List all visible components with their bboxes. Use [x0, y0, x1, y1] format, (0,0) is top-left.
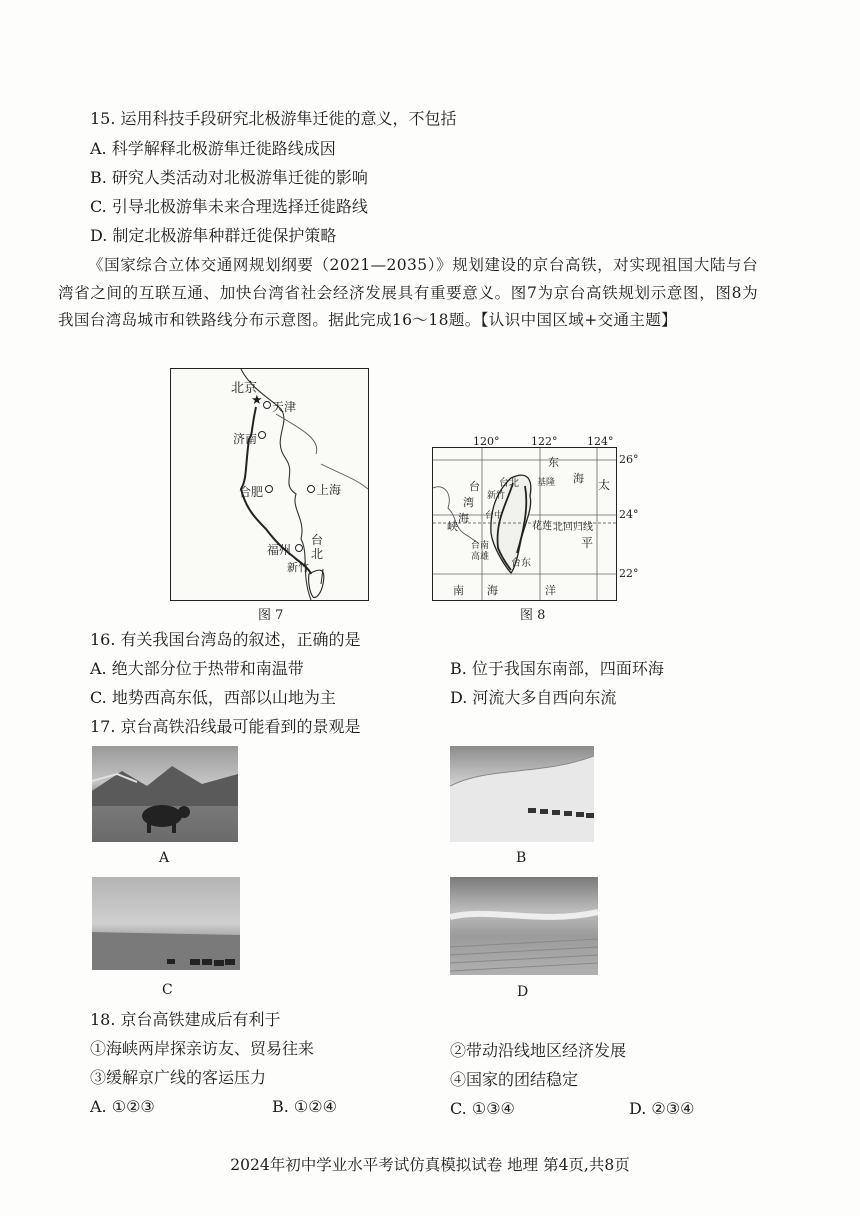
- fig8-tropic-of-cancer-label: 北回归线: [553, 522, 593, 533]
- q18-option-b: B. ①②④: [272, 1097, 337, 1116]
- fig8-label-yang: 洋: [545, 584, 556, 597]
- q18-statement-3: ③缓解京广线的客运压力: [90, 1068, 267, 1087]
- q16-option-b: B. 位于我国东南部，四面环海: [450, 659, 664, 678]
- fig7-city-bei: 北: [311, 547, 324, 561]
- q16-option-c: C. 地势西高东低，西部以山地为主: [90, 688, 336, 707]
- figure-8-map: [432, 435, 639, 601]
- fig8-lon-124: 124°: [587, 435, 614, 448]
- figure-7-caption: 图 7: [258, 608, 284, 623]
- fig7-fuzhou-dot: [295, 544, 303, 552]
- fig8-city-taibei: 台北: [499, 478, 519, 489]
- fig8-city-xinzhu: 新竹: [487, 491, 506, 501]
- q18-statement-1: ①海峡两岸探亲访友、贸易往来: [90, 1039, 315, 1058]
- q15-option-b: B. 研究人类活动对北极游隼迁徙的影响: [90, 168, 368, 187]
- fig7-city-beijing: 北京: [231, 381, 258, 396]
- q15-option-a: A. 科学解释北极游隼迁徙路线成因: [90, 139, 336, 158]
- fig7-city-xinzhu: 新竹: [287, 561, 309, 574]
- q17-stem: 17. 京台高铁沿线最可能看到的景观是: [90, 717, 361, 736]
- fig8-label-dong: 东: [548, 456, 559, 469]
- fig7-city-tai: 台: [311, 533, 324, 547]
- figure-7-map: [170, 368, 369, 601]
- fig7-city-shanghai: 上海: [317, 483, 342, 497]
- fig8-label-hai2: 海: [458, 512, 469, 525]
- fig8-city-taizhong: 台中: [485, 511, 504, 521]
- intro-paragraph: 《国家综合立体交通网规划纲要（2021—2035）》规划建设的京台高铁，对实现祖国大陆与台湾省之间的互联互通、加快台湾省社会经济发展具有重要意义。图7为京台高铁规划示意图，图8为我国台湾岛城市和铁路线分布示意图。据此完成16～18题。【认识中国区域+交通主题】: [58, 256, 758, 329]
- fig8-label-hai3: 海: [487, 584, 498, 597]
- fig8-lat-26: 26°: [619, 453, 639, 466]
- q18-option-d: D. ②③④: [629, 1099, 695, 1118]
- figure-8-caption: 图 8: [520, 608, 546, 623]
- fig8-lon-120: 120°: [473, 435, 500, 448]
- q16-stem: 16. 有关我国台湾岛的叙述，正确的是: [90, 630, 361, 649]
- fig8-lat-22: 22°: [619, 567, 639, 580]
- fig7-city-fuzhou: 福州: [267, 543, 292, 557]
- q18-option-c: C. ①③④: [450, 1099, 515, 1118]
- fig7-city-tianjin: 天津: [272, 400, 297, 414]
- q18-stem: 18. 京台高铁建成后有利于: [90, 1010, 281, 1029]
- fig7-city-jinan: 济南: [233, 432, 258, 446]
- photo-c-grassland-herd: [92, 877, 240, 970]
- photo-a-yak-plateau: [92, 746, 238, 842]
- fig7-jinan-dot: [258, 431, 266, 439]
- fig8-label-wan: 湾: [463, 496, 474, 509]
- fig8-label-nan: 南: [453, 584, 464, 597]
- fig8-city-gaoxiong: 高雄: [471, 552, 490, 562]
- fig8-lon-122: 122°: [531, 435, 558, 448]
- q18-statement-2: ②带动沿线地区经济发展: [450, 1041, 627, 1060]
- fig7-shanghai-dot: [307, 485, 315, 493]
- q15-stem: 15. 运用科技手段研究北极游隼迁徙的意义，不包括: [90, 109, 457, 128]
- fig8-city-jilong: 基隆: [537, 478, 556, 488]
- fig8-lat-24: 24°: [619, 508, 639, 521]
- terrace-fields-icon: [450, 877, 598, 975]
- photo-d-terraced-fields: [450, 877, 598, 975]
- q15-option-d: D. 制定北极游隼种群迁徙保护策略: [90, 226, 337, 245]
- fig7-tianjin-dot: [263, 401, 271, 409]
- camel-caravan-icon: [450, 746, 594, 842]
- q15-option-c: C. 引导北极游隼未来合理选择迁徙路线: [90, 197, 368, 216]
- q18-option-a: A. ①②③: [90, 1097, 155, 1116]
- fig8-label-ping: 平: [581, 536, 594, 550]
- fig8-label-xia: 峡: [447, 520, 458, 533]
- fig8-label-tai: 台: [469, 480, 480, 493]
- fig7-hefei-dot: [265, 485, 273, 493]
- q16-option-a: A. 绝大部分位于热带和南温带: [90, 659, 304, 678]
- fig8-city-hualian: 花莲: [532, 521, 552, 532]
- page-footer: 2024年初中学业水平考试仿真模拟试卷 地理 第4页,共8页: [230, 1156, 630, 1174]
- fig7-beijing-star-icon: ★: [251, 393, 263, 408]
- q16-option-d: D. 河流大多自西向东流: [450, 688, 617, 707]
- yak-icon: [92, 746, 238, 842]
- fig8-city-tainan: 台南: [471, 541, 490, 551]
- photo-c-label: C: [162, 982, 173, 998]
- fig7-city-hefei: 合肥: [239, 485, 264, 499]
- fig8-city-taidong: 台东: [511, 558, 531, 569]
- photo-b-label: B: [516, 850, 527, 866]
- fig8-label-tai-ocean: 太: [598, 478, 611, 492]
- q18-statement-4: ④国家的团结稳定: [450, 1070, 579, 1089]
- herd-icon: [92, 877, 240, 970]
- photo-d-label: D: [517, 984, 529, 1000]
- fig8-label-hai: 海: [573, 472, 584, 485]
- photo-b-desert-camels: [450, 746, 594, 842]
- photo-a-label: A: [159, 850, 170, 866]
